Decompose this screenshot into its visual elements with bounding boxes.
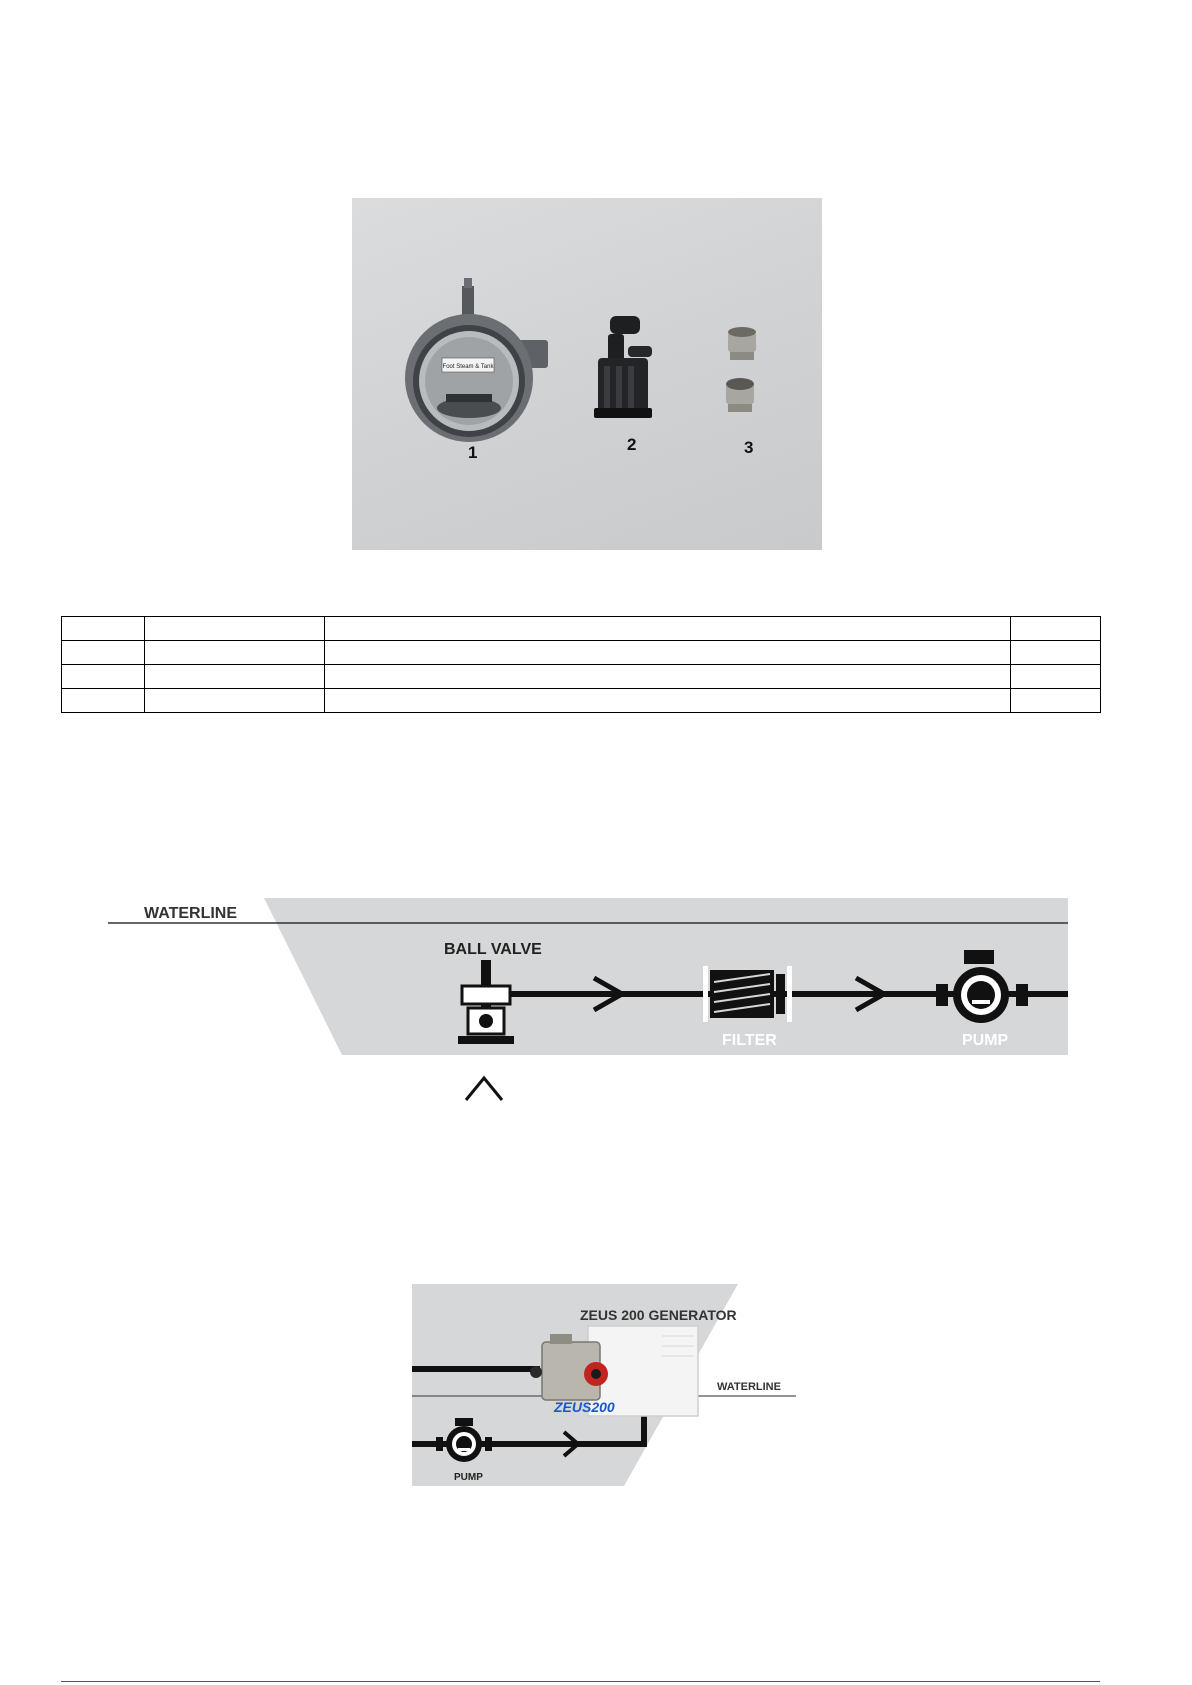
table-cell: [1011, 641, 1101, 665]
waterline-label: WATERLINE: [717, 1381, 781, 1393]
filter-icon: [703, 966, 792, 1022]
pump-label: PUMP: [962, 1032, 1009, 1049]
table-row: [62, 689, 1101, 713]
part-number-3: 3: [744, 438, 754, 457]
part-number-2: 2: [627, 435, 637, 454]
table-row: [62, 665, 1101, 689]
table-cell: [62, 641, 145, 665]
parts-photo: [352, 198, 822, 550]
inlet-arrow-icon: [466, 1078, 502, 1100]
intake-line-diagram: [108, 890, 1068, 1110]
table-cell: [325, 641, 1011, 665]
table-cell: [325, 665, 1011, 689]
fittings-part: [726, 327, 756, 412]
pump-label: PUMP: [454, 1472, 483, 1483]
small-pump-part: [594, 316, 652, 418]
table-cell: [62, 689, 145, 713]
table-cell: [1011, 665, 1101, 689]
generator-diagram: [412, 1284, 802, 1488]
parts-photo-drawing: [352, 198, 822, 550]
table-row: [62, 641, 1101, 665]
table-cell: [62, 665, 145, 689]
table-cell: [1011, 617, 1101, 641]
part-number-1: 1: [468, 443, 478, 462]
brand-logo: ZEUS200: [554, 1399, 615, 1415]
table-cell: [325, 617, 1011, 641]
table-cell: [1011, 689, 1101, 713]
parts-table: [61, 616, 1101, 713]
page-footer-rule: [61, 1681, 1100, 1682]
table-cell: [145, 689, 325, 713]
ball-valve-label: BALL VALVE: [444, 941, 542, 958]
generator-unit: [530, 1326, 698, 1416]
table-cell: [62, 617, 145, 641]
filter-label: FILTER: [722, 1032, 777, 1049]
filter-sticker-text: Foot Steam & Tank: [442, 364, 494, 370]
strainer-filter-part: [405, 278, 548, 442]
table-cell: [145, 617, 325, 641]
waterline-label: WATERLINE: [144, 905, 238, 922]
generator-label: ZEUS 200 GENERATOR: [580, 1307, 737, 1323]
table-row: [62, 617, 1101, 641]
table-cell: [325, 689, 1011, 713]
table-cell: [145, 665, 325, 689]
table-cell: [145, 641, 325, 665]
hull-shape: [264, 898, 1068, 1055]
